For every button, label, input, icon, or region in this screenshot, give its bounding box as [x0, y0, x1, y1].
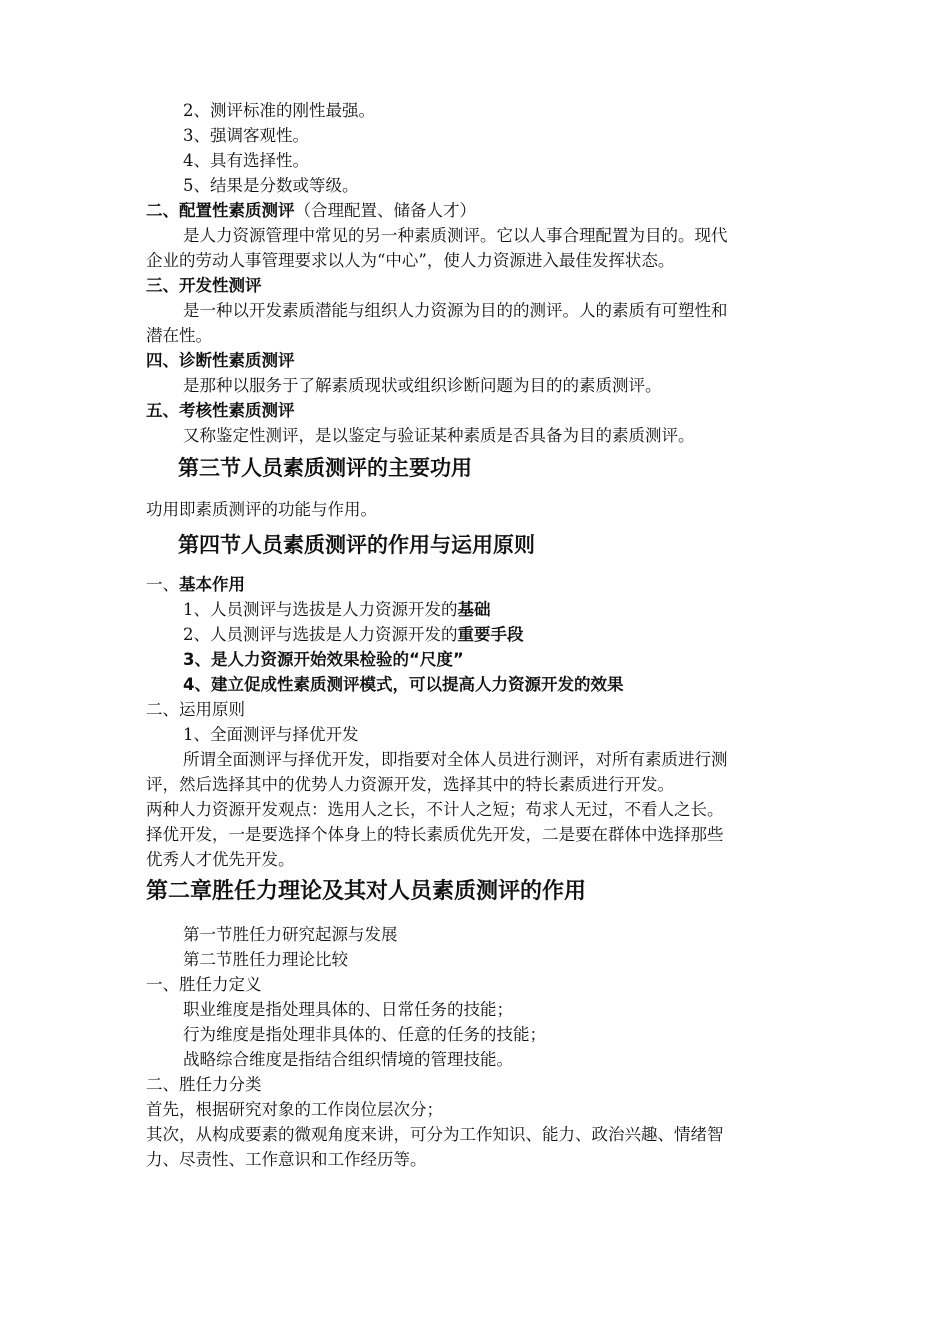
list-item-2: [183, 623, 816, 647]
heading-number: 一、: [146, 575, 179, 594]
section-heading-developmental: 三、开发性测评: [146, 276, 262, 295]
paragraph-line: 首先，根据研究对象的工作岗位层次分；: [146, 1100, 443, 1119]
list-item-4: 4、具有选择性。: [183, 151, 309, 170]
section-title: 第二节胜任力理论比较: [183, 950, 348, 969]
item-text: 2、人员测评与选拔是人力资源开发的: [183, 625, 458, 644]
item-emphasis: 基础: [457, 600, 491, 619]
list-item-3: 3、是人力资源开始效果检验的“尺度”: [183, 650, 464, 669]
section-4-title: 第四节人员素质测评的作用与运用原则: [178, 533, 535, 557]
subheading-principles: 二、运用原则: [146, 700, 245, 719]
paragraph-line: 战略综合维度是指结合组织情境的管理技能。: [183, 1050, 513, 1069]
paragraph-line: 两种人力资源开发观点：选用人之长，不计人之短；苟求人无过，不看人之长。: [146, 800, 724, 819]
paragraph-line: 力、尽责性、工作意识和工作经历等。: [146, 1150, 427, 1169]
paragraph-line: 择优开发，一是要选择个体身上的特长素质优先开发，二是要在群体中选择那些: [146, 825, 724, 844]
paragraph-line: 功用即素质测评的功能与作用。: [146, 500, 377, 519]
paragraph-line: 企业的劳动人事管理要求以人为“中心”，使人力资源进入最佳发挥状态。: [146, 251, 675, 270]
section-heading-diagnostic: 四、诊断性素质测评: [146, 351, 295, 370]
subheading-definition: 一、胜任力定义: [146, 975, 262, 994]
list-item-4: 4、建立促成性素质测评模式，可以提高人力资源开发的效果: [183, 675, 624, 694]
paragraph-line: 是那种以服务于了解素质现状或组织诊断问题为目的的素质测评。: [183, 376, 662, 395]
list-item-1: 1、全面测评与择优开发: [183, 725, 359, 744]
list-item-2: 2、测评标准的刚性最强。: [183, 101, 375, 120]
heading-note: （合理配置、储备人才）: [294, 201, 476, 220]
item-text: 1、人员测评与选拔是人力资源开发的: [183, 600, 458, 619]
subheading-classification: 二、胜任力分类: [146, 1075, 262, 1094]
paragraph-line: 行为维度是指处理非具体的、任意的任务的技能；: [183, 1025, 546, 1044]
section-3-title: 第三节人员素质测评的主要功用: [178, 456, 472, 480]
item-emphasis: 重要手段: [457, 625, 524, 644]
subheading-basic-role: [146, 573, 816, 597]
heading-text: 基本作用: [179, 575, 245, 594]
paragraph-line: 职业维度是指处理具体的、日常任务的技能；: [183, 1000, 513, 1019]
paragraph-line: 又称鉴定性测评，是以鉴定与验证某种素质是否具备为目的素质测评。: [183, 426, 695, 445]
section-title: 第一节胜任力研究起源与发展: [183, 925, 398, 944]
heading-text: 二、配置性素质测评: [146, 201, 295, 220]
paragraph-line: 其次，从构成要素的微观角度来讲，可分为工作知识、能力、政治兴趣、情绪智: [146, 1125, 724, 1144]
section-heading-assessment: 五、考核性素质测评: [146, 401, 295, 420]
list-item-3: 3、强调客观性。: [183, 126, 309, 145]
paragraph-line: 所谓全面测评与择优开发，即指要对全体人员进行测评，对所有素质进行测: [183, 750, 728, 769]
chapter-2-title: 第二章胜任力理论及其对人员素质测评的作用: [146, 879, 587, 904]
paragraph-line: 是一种以开发素质潜能与组织人力资源为目的的测评。人的素质有可塑性和: [183, 301, 728, 320]
section-heading-configurational: [146, 199, 816, 223]
paragraph-line: 是人力资源管理中常见的另一种素质测评。它以人事合理配置为目的。现代: [183, 226, 728, 245]
list-item-1: [183, 598, 816, 622]
paragraph-line: 优秀人才优先开发。: [146, 850, 295, 869]
paragraph-line: 潜在性。: [146, 326, 212, 345]
list-item-5: 5、结果是分数或等级。: [183, 176, 359, 195]
paragraph-line: 评，然后选择其中的优势人力资源开发，选择其中的特长素质进行开发。: [146, 775, 674, 794]
